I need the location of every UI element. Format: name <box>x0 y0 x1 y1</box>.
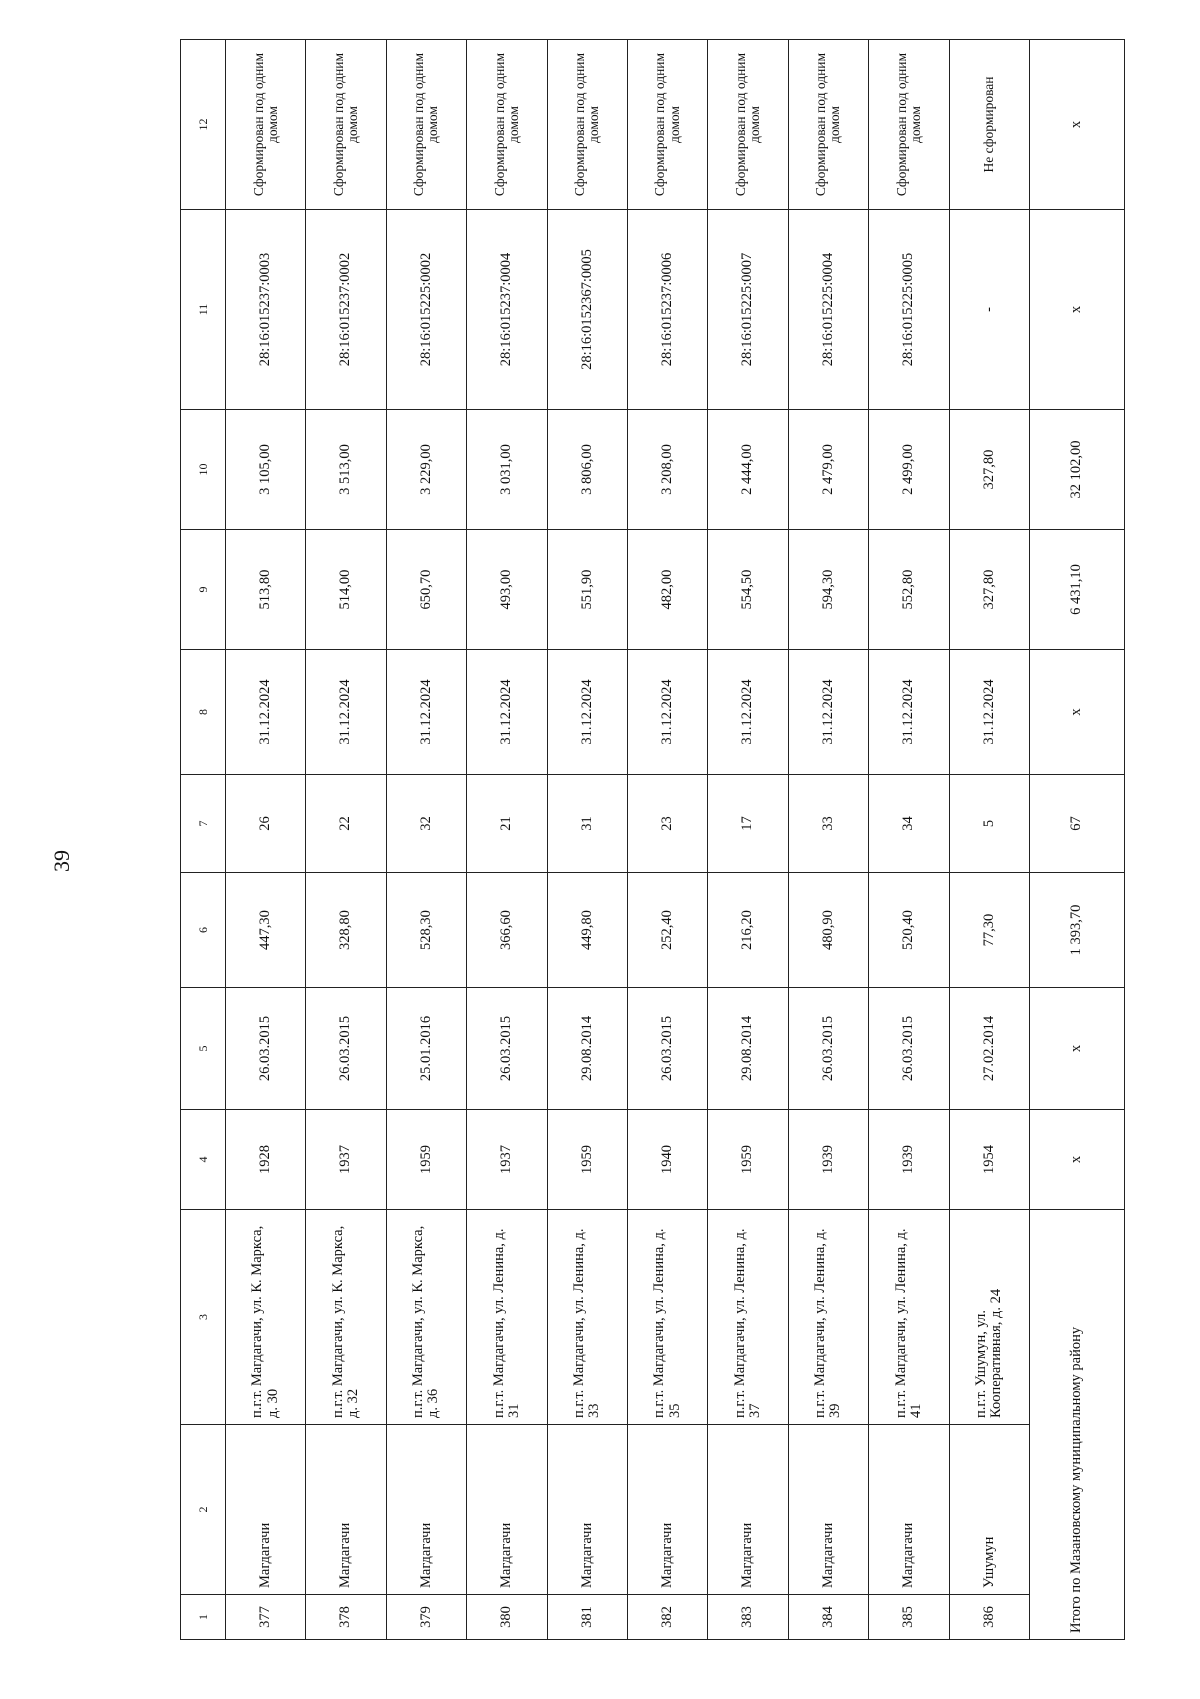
address-cell: п.г.т. Магдагачи, ул. Ленина, д. 31 <box>467 1210 547 1425</box>
year-cell: 1940 <box>627 1110 707 1210</box>
date-cell: 26.03.2015 <box>869 988 949 1110</box>
date-cell: 29.08.2014 <box>547 988 627 1110</box>
table-row <box>386 40 466 1640</box>
row-number-cell: 385 <box>869 1595 949 1640</box>
area-cell: 77,30 <box>949 873 1029 988</box>
count-cell: 22 <box>306 775 386 873</box>
total-land-cell: 32 102,00 <box>1030 410 1125 530</box>
row-number-cell: 381 <box>547 1595 627 1640</box>
status-cell: Не сформирован <box>949 40 1029 210</box>
deadline-cell: 31.12.2024 <box>788 650 868 775</box>
housing-table <box>180 39 1125 1640</box>
status-cell: Сформирован под одним домом <box>467 40 547 210</box>
header-cell: 1 <box>181 1595 226 1640</box>
year-cell: 1959 <box>547 1110 627 1210</box>
settlement-cell: Магдагачи <box>306 1425 386 1595</box>
total-area-cell: 552,80 <box>869 530 949 650</box>
count-cell: 26 <box>226 775 306 873</box>
settlement-cell: Магдагачи <box>788 1425 868 1595</box>
status-cell: Сформирован под одним домом <box>306 40 386 210</box>
status-cell: Сформирован под одним домом <box>869 40 949 210</box>
status-cell: Сформирован под одним домом <box>226 40 306 210</box>
header-cell: 9 <box>181 530 226 650</box>
row-number-cell: 382 <box>627 1595 707 1640</box>
deadline-cell: 31.12.2024 <box>627 650 707 775</box>
land-area-cell: 3 031,00 <box>467 410 547 530</box>
table-row <box>547 40 627 1640</box>
settlement-cell: Магдагачи <box>627 1425 707 1595</box>
header-cell: 2 <box>181 1425 226 1595</box>
table-row <box>467 40 547 1640</box>
count-cell: 34 <box>869 775 949 873</box>
status-cell: Сформирован под одним домом <box>547 40 627 210</box>
row-number-cell: 377 <box>226 1595 306 1640</box>
year-cell: 1939 <box>788 1110 868 1210</box>
address-cell: п.г.т. Магдагачи, ул. К. Маркса, д. 30 <box>226 1210 306 1425</box>
land-area-cell: 2 479,00 <box>788 410 868 530</box>
total-year-cell: х <box>1030 1110 1125 1210</box>
date-cell: 25.01.2016 <box>386 988 466 1110</box>
deadline-cell: 31.12.2024 <box>708 650 788 775</box>
date-cell: 26.03.2015 <box>467 988 547 1110</box>
table-row <box>627 40 707 1640</box>
page-number: 39 <box>49 850 74 872</box>
table-row <box>226 40 306 1640</box>
row-number-cell: 378 <box>306 1595 386 1640</box>
land-area-cell: 2 444,00 <box>708 410 788 530</box>
header-row <box>181 40 226 1640</box>
year-cell: 1959 <box>386 1110 466 1210</box>
area-cell: 449,80 <box>547 873 627 988</box>
deadline-cell: 31.12.2024 <box>467 650 547 775</box>
table-row <box>306 40 386 1640</box>
total-area-cell: 514,00 <box>306 530 386 650</box>
address-cell: п.г.т. Магдагачи, ул. Ленина, д. 35 <box>627 1210 707 1425</box>
year-cell: 1937 <box>306 1110 386 1210</box>
total-area-cell: 513,80 <box>226 530 306 650</box>
table-row <box>869 40 949 1640</box>
area-cell: 528,30 <box>386 873 466 988</box>
status-cell: Сформирован под одним домом <box>627 40 707 210</box>
cadastre-cell: 28:16:015225:0004 <box>788 210 868 410</box>
settlement-cell: Магдагачи <box>386 1425 466 1595</box>
row-number-cell: 383 <box>708 1595 788 1640</box>
settlement-cell: Магдагачи <box>547 1425 627 1595</box>
area-cell: 366,60 <box>467 873 547 988</box>
header-cell: 12 <box>181 40 226 210</box>
settlement-cell: Магдагачи <box>467 1425 547 1595</box>
total-area-cell: 551,90 <box>547 530 627 650</box>
table-body <box>181 40 1125 1640</box>
land-area-cell: 3 105,00 <box>226 410 306 530</box>
date-cell: 26.03.2015 <box>226 988 306 1110</box>
row-number-cell: 380 <box>467 1595 547 1640</box>
total-area-cell: 650,70 <box>386 530 466 650</box>
total-area-cell: 1 393,70 <box>1030 873 1125 988</box>
total-area-cell: 594,30 <box>788 530 868 650</box>
header-cell: 6 <box>181 873 226 988</box>
cadastre-cell: 28:16:015237:0002 <box>306 210 386 410</box>
total-area-cell: 554,50 <box>708 530 788 650</box>
year-cell: 1954 <box>949 1110 1029 1210</box>
count-cell: 32 <box>386 775 466 873</box>
deadline-cell: 31.12.2024 <box>386 650 466 775</box>
total-date-cell: х <box>1030 988 1125 1110</box>
total-status-cell: х <box>1030 40 1125 210</box>
total-area-cell: 482,00 <box>627 530 707 650</box>
total-row <box>1030 40 1125 1640</box>
total-area-cell: 327,80 <box>949 530 1029 650</box>
address-cell: п.г.т. Ушумун, ул. Кооперативная, д. 24 <box>949 1210 1029 1425</box>
header-cell: 8 <box>181 650 226 775</box>
date-cell: 26.03.2015 <box>627 988 707 1110</box>
header-cell: 4 <box>181 1110 226 1210</box>
date-cell: 27.02.2014 <box>949 988 1029 1110</box>
row-number-cell: 386 <box>949 1595 1029 1640</box>
year-cell: 1959 <box>708 1110 788 1210</box>
area-cell: 447,30 <box>226 873 306 988</box>
count-cell: 5 <box>949 775 1029 873</box>
count-cell: 31 <box>547 775 627 873</box>
count-cell: 23 <box>627 775 707 873</box>
deadline-cell: 31.12.2024 <box>547 650 627 775</box>
address-cell: п.г.т. Магдагачи, ул. Ленина, д. 39 <box>788 1210 868 1425</box>
table-row <box>949 40 1029 1640</box>
address-cell: п.г.т. Магдагачи, ул. Ленина, д. 33 <box>547 1210 627 1425</box>
cadastre-cell: 28:16:015237:0004 <box>467 210 547 410</box>
cadastre-cell: - <box>949 210 1029 410</box>
total-deadline-cell: х <box>1030 650 1125 775</box>
date-cell: 29.08.2014 <box>708 988 788 1110</box>
header-cell: 5 <box>181 988 226 1110</box>
cadastre-cell: 28:16:0152367:0005 <box>547 210 627 410</box>
header-cell: 10 <box>181 410 226 530</box>
deadline-cell: 31.12.2024 <box>949 650 1029 775</box>
year-cell: 1939 <box>869 1110 949 1210</box>
header-cell: 11 <box>181 210 226 410</box>
header-cell: 3 <box>181 1210 226 1425</box>
table-row <box>788 40 868 1640</box>
address-cell: п.г.т. Магдагачи, ул. Ленина, д. 41 <box>869 1210 949 1425</box>
cadastre-cell: 28:16:015237:0003 <box>226 210 306 410</box>
settlement-cell: Магдагачи <box>708 1425 788 1595</box>
land-area-cell: 3 229,00 <box>386 410 466 530</box>
rotated-table-container <box>180 40 1125 1640</box>
status-cell: Сформирован под одним домом <box>788 40 868 210</box>
settlement-cell: Ушумун <box>949 1425 1029 1595</box>
year-cell: 1928 <box>226 1110 306 1210</box>
land-area-cell: 3 513,00 <box>306 410 386 530</box>
deadline-cell: 31.12.2024 <box>869 650 949 775</box>
land-area-cell: 327,80 <box>949 410 1029 530</box>
date-cell: 26.03.2015 <box>788 988 868 1110</box>
deadline-cell: 31.12.2024 <box>226 650 306 775</box>
status-cell: Сформирован под одним домом <box>386 40 466 210</box>
land-area-cell: 2 499,00 <box>869 410 949 530</box>
cadastre-cell: 28:16:015225:0005 <box>869 210 949 410</box>
total-label: Итого по Мазановскому муниципальному району <box>1030 1210 1125 1640</box>
area-cell: 252,40 <box>627 873 707 988</box>
address-cell: п.г.т. Магдагачи, ул. К. Маркса, д. 36 <box>386 1210 466 1425</box>
area-cell: 216,20 <box>708 873 788 988</box>
land-area-cell: 3 208,00 <box>627 410 707 530</box>
cadastre-cell: 28:16:015237:0006 <box>627 210 707 410</box>
count-cell: 21 <box>467 775 547 873</box>
area-cell: 328,80 <box>306 873 386 988</box>
row-number-cell: 384 <box>788 1595 868 1640</box>
cadastre-cell: 28:16:015225:0007 <box>708 210 788 410</box>
date-cell: 26.03.2015 <box>306 988 386 1110</box>
deadline-cell: 31.12.2024 <box>306 650 386 775</box>
status-cell: Сформирован под одним домом <box>708 40 788 210</box>
total-area2-cell: 6 431,10 <box>1030 530 1125 650</box>
row-number-cell: 379 <box>386 1595 466 1640</box>
total-area-cell: 493,00 <box>467 530 547 650</box>
count-cell: 33 <box>788 775 868 873</box>
cadastre-cell: 28:16:015225:0002 <box>386 210 466 410</box>
area-cell: 520,40 <box>869 873 949 988</box>
land-area-cell: 3 806,00 <box>547 410 627 530</box>
settlement-cell: Магдагачи <box>869 1425 949 1595</box>
header-cell: 7 <box>181 775 226 873</box>
count-cell: 17 <box>708 775 788 873</box>
settlement-cell: Магдагачи <box>226 1425 306 1595</box>
total-cadastre-cell: х <box>1030 210 1125 410</box>
area-cell: 480,90 <box>788 873 868 988</box>
table-row <box>708 40 788 1640</box>
total-count-cell: 67 <box>1030 775 1125 873</box>
address-cell: п.г.т. Магдагачи, ул. К. Маркса, д. 32 <box>306 1210 386 1425</box>
address-cell: п.г.т. Магдагачи, ул. Ленина, д. 37 <box>708 1210 788 1425</box>
year-cell: 1937 <box>467 1110 547 1210</box>
